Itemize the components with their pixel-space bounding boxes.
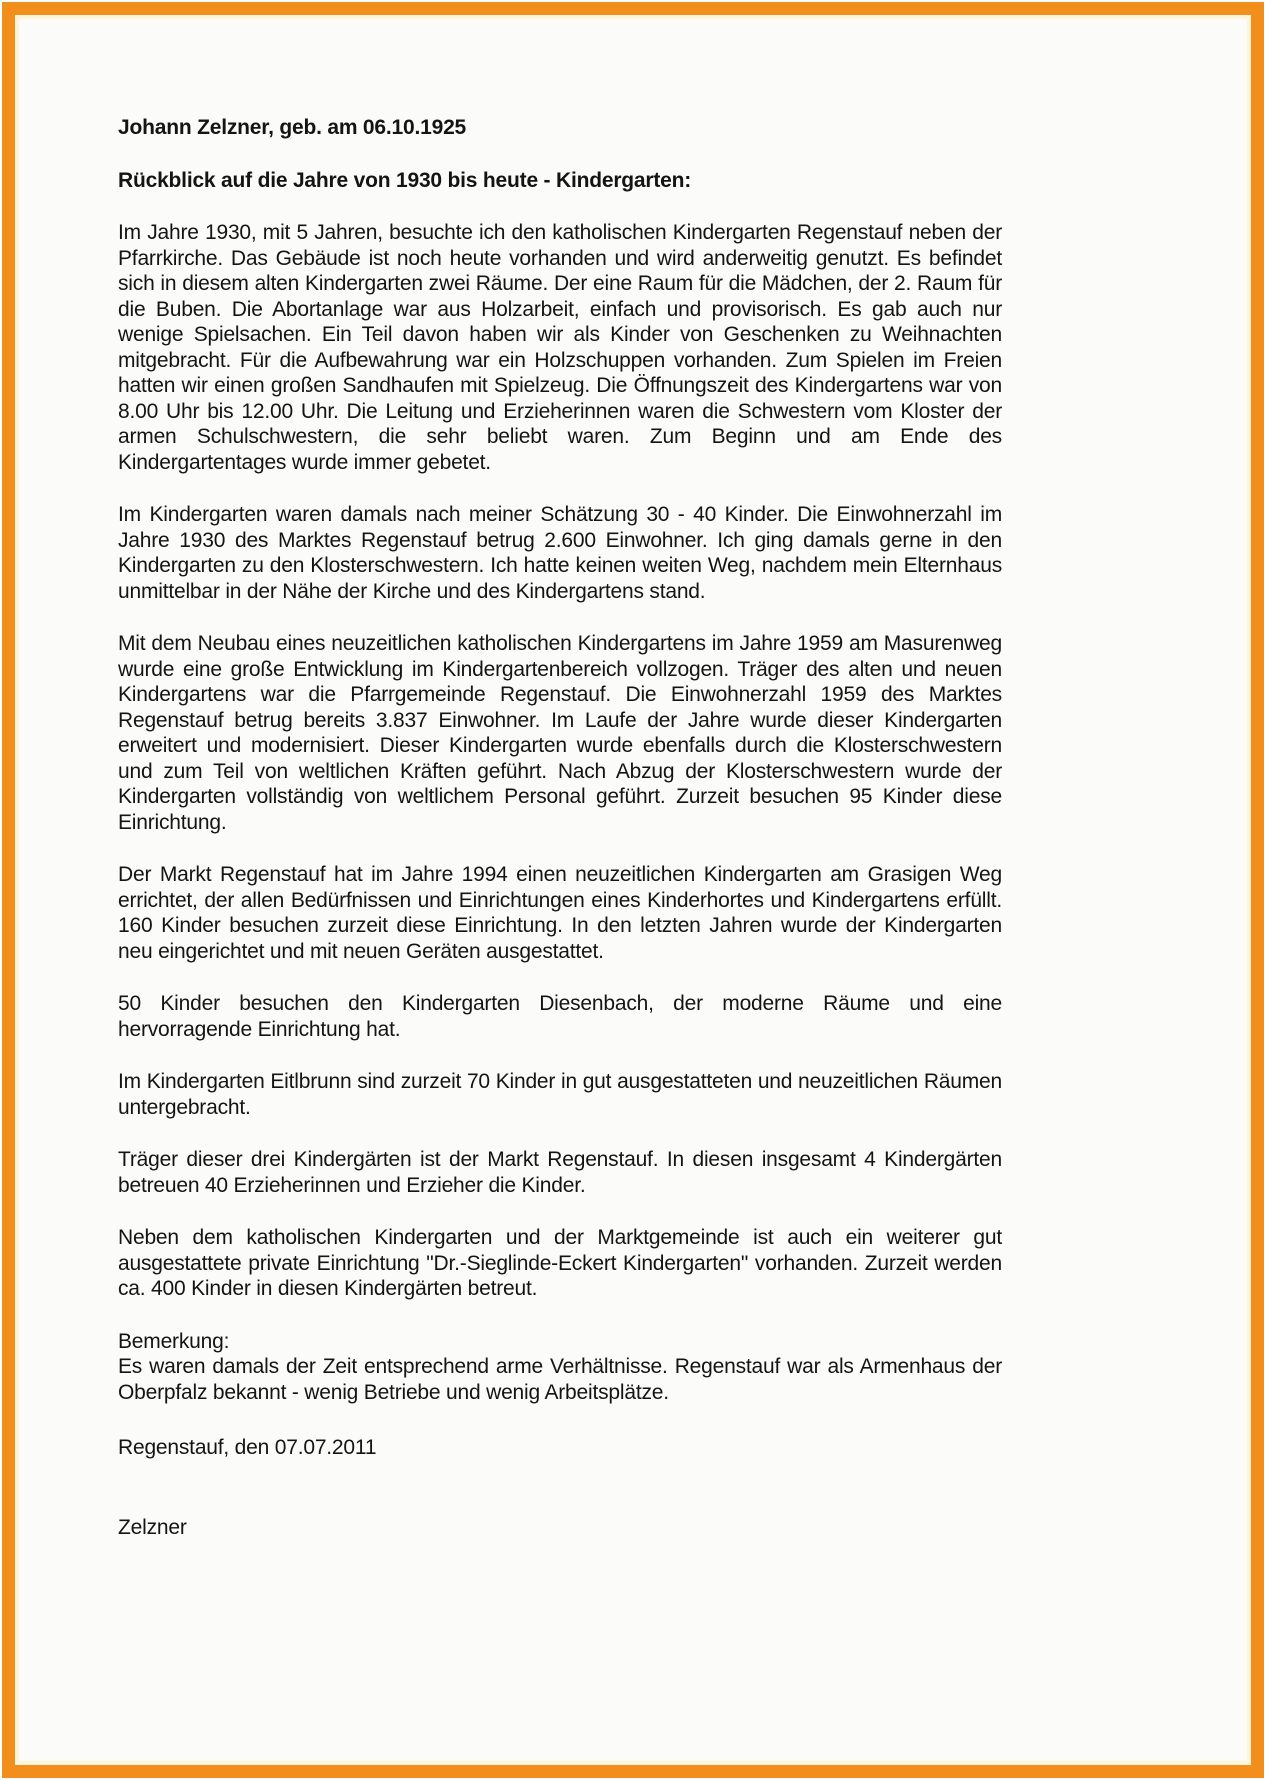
signature: Zelzner bbox=[118, 1515, 187, 1539]
paragraph-diesenbach: 50 Kinder besuchen den Kindergarten Diesenbach, der moderne Räume und eine hervorragende Einrichtung hat. bbox=[118, 992, 1002, 1041]
letter-title: Rückblick auf die Jahre von 1930 bis heute - Kindergarten: bbox=[118, 168, 692, 192]
paragraph-traeger: Träger dieser drei Kindergärten ist der Markt Regenstauf. In diesen insgesamt 4 Kindergärten betreuen 40 Erzieherinnen und Erzieher die Kinder. bbox=[118, 1148, 1002, 1197]
orange-page-border bbox=[2, 2, 1264, 1778]
paragraph-einwohner-1930: Im Kindergarten waren damals nach meiner Schätzung 30 - 40 Kinder. Die Einwohnerzahl im Jahre 1930 des Marktes Regenstauf betrug 2.600 Einwohner. Ich ging damals gerne in den Kindergarten zu den Klosterschwestern. Ich hatte keinen weiten Weg, nachdem mein Elternhaus unmittelbar in der Nähe der Kirche und des Kindergartens stand. bbox=[118, 503, 1002, 603]
letter-content bbox=[19, 19, 1247, 1540]
paragraph-kindergarten-1994: Der Markt Regenstauf hat im Jahre 1994 einen neuzeitlichen Kindergarten am Grasigen Weg errichtet, der allen Bedürfnissen und Einrichtungen eines Kinderhortes und Kindergartens erfüllt. 160 Kinder besuchen zurzeit diese Einrichtung. In den letzten Jahren wurde der Kindergarten neu eingerichtet und mit neuen Geräten ausgestattet. bbox=[118, 863, 1002, 963]
author-line: Johann Zelzner, geb. am 06.10.1925 bbox=[118, 116, 467, 139]
date-line: Regenstauf, den 07.07.2011 bbox=[118, 1436, 377, 1459]
paragraph-privater-kindergarten: Neben dem katholischen Kindergarten und der Marktgemeinde ist auch ein weiterer gut ausgestattete private Einrichtung "Dr.-Sieglinde-Eckert Kindergarten" vorhanden. Zurzeit werden ca. 400 Kinder in diesen Kindergärten betreut. bbox=[118, 1226, 1002, 1300]
paragraph-eitlbrunn: Im Kindergarten Eitlbrunn sind zurzeit 70 Kinder in gut ausgestatteten und neuzeitlichen Räumen untergebracht. bbox=[118, 1070, 1002, 1119]
remark-label: Bemerkung: bbox=[118, 1329, 230, 1353]
remark-text: Es waren damals der Zeit entsprechend arme Verhältnisse. Regenstauf war als Armenhaus der Oberpfalz bekannt - wenig Betriebe und wenig Arbeitsplätze. bbox=[118, 1355, 1002, 1404]
paragraph-kindergarten-1930: Im Jahre 1930, mit 5 Jahren, besuchte ich den katholischen Kindergarten Regenstauf neben der Pfarrkirche. Das Gebäude ist noch heute vorhanden und wird anderweitig genutzt. Es befindet sich in diesem alten Kindergarten zwei Räume. Der eine Raum für die Mädchen, der 2. Raum für die Buben. Die Abortanlage war aus Holzarbeit, einfach und provisorisch. Es gab auch nur wenige Spielsachen. Ein Teil davon haben wir als Kinder von Geschenken zu Weihnachten mitgebracht. Für die Aufbewahrung war ein Holzschuppen vorhanden. Zum Spielen im Freien hatten wir einen großen Sandhaufen mit Spielzeug. Die Öffnungszeit des Kindergartens war von 8.00 Uhr bis 12.00 Uhr. Die Leitung und Erzieherinnen waren die Schwestern vom Kloster der armen Schulschwestern, die sehr beliebt waren. Zum Beginn und am Ende des Kindergartentages wurde immer gebetet. bbox=[118, 221, 1002, 474]
paper-surface bbox=[15, 15, 1251, 1765]
paragraph-neubau-1959: Mit dem Neubau eines neuzeitlichen katholischen Kindergartens im Jahre 1959 am Masurenweg wurde eine große Entwicklung im Kindergartenbereich vollzogen. Träger des alten und neuen Kindergartens war die Pfarrgemeinde Regenstauf. Die Einwohnerzahl 1959 des Marktes Regenstauf betrug bereits 3.837 Einwohner. Im Laufe der Jahre wurde dieser Kindergarten erweitert und modernisiert. Dieser Kindergarten wurde ebenfalls durch die Klosterschwestern und zum Teil von weltlichen Kräften geführt. Nach Abzug der Klosterschwestern wurde der Kindergarten vollständig von weltlichem Personal geführt. Zurzeit besuchen 95 Kinder diese Einrichtung. bbox=[118, 632, 1002, 834]
remark-block bbox=[118, 1329, 1002, 1406]
